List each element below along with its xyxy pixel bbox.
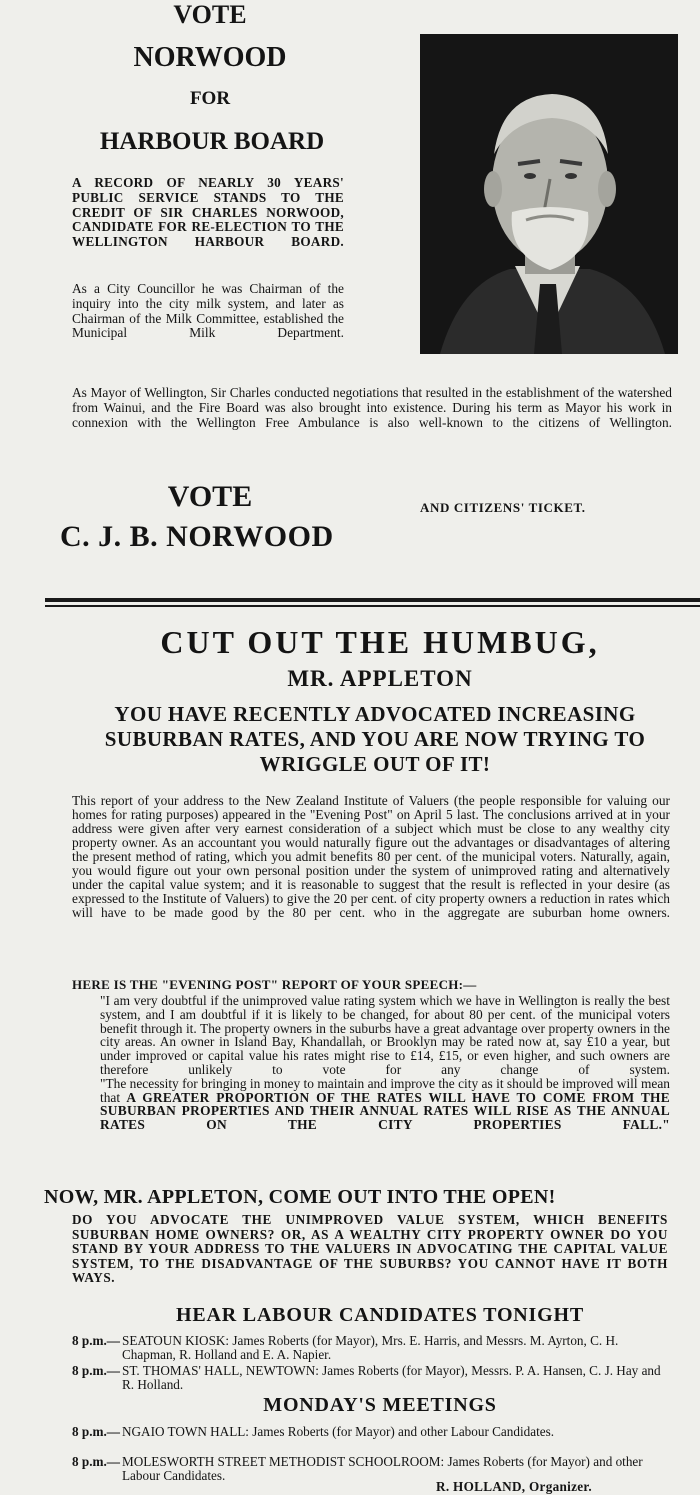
organizer-signature: R. HOLLAND, Organizer. <box>436 1479 592 1494</box>
meeting-entry <box>72 1334 672 1362</box>
advocate-question: DO YOU ADVOCATE THE UNIMPROVED VALUE SYSTEM, WHICH BENEFITS SUBURBAN HOME OWNERS? OR, AS A WEALTHY CITY PROPERTY OWNER DO YOU STAND BY YOUR ADDRESS TO THE VALUERS IN ADVOCATING THE CAPITAL VALUE SYSTEM, TO THE DISADVANTAGE OF THE SUBURBS? YOU CANNOT HAVE IT BOTH WAYS. <box>72 1212 668 1285</box>
quote-paragraph-2 <box>100 1077 670 1132</box>
meeting-details: MOLESWORTH STREET METHODIST SCHOOLROOM: James Roberts (for Mayor) and other Labour Candidates. <box>122 1454 643 1483</box>
quote-paragraph-1: "I am very doubtful if the unimproved value rating system which we have in Wellington is really the best system, and I am doubtful if it is likely to be changed, for about 80 per cent. of the municipal voters benefit through it. The property owners in the suburbs have a great advantage over property owners in the city areas. An owner in Island Bay, Khandallah, or Brooklyn may be rated now at, say £10 a year, but under improved or capital value his rates might rise to £14, £15, or even higher, and such owners are therefore unlikely to vote for any change of system. <box>100 993 670 1077</box>
speech-quote <box>100 994 670 1132</box>
candidate-name: C. J. B. NORWOOD <box>60 520 334 553</box>
councillor-paragraph: As a City Councillor he was Chairman of the inquiry into the city milk system, and later as Chairman of the Milk Committee, established the Municipal Milk Department. <box>72 281 344 341</box>
meeting-details: ST. THOMAS' HALL, NEWTOWN: James Roberts (for Mayor), Messrs. P. A. Hansen, C. J. Hay and R. Holland. <box>122 1363 661 1392</box>
for-heading: FOR <box>189 88 231 109</box>
harbour-board-heading: HARBOUR BOARD <box>99 128 325 155</box>
appleton-subhead: MR. APPLETON <box>287 666 473 691</box>
meeting-time: 8 p.m.— <box>72 1333 120 1348</box>
quote-emphasis: A GREATER PROPORTION OF THE RATES WILL HAVE TO COME FROM THE SUBURBAN PROPERTIES AND THEIR ANNUAL RATES WILL RISE AS THE ANNUAL RATES ON THE CITY PROPERTIES FALL." <box>100 1089 670 1133</box>
quote-paragraph-2-start: "The necessity for bringing in money to maintain and improve the city as it should be improved will mean that <box>100 1075 670 1105</box>
meeting-time: 8 p.m.— <box>72 1424 120 1439</box>
citizens-ticket: AND CITIZENS' TICKET. <box>420 500 586 515</box>
mayor-paragraph: As Mayor of Wellington, Sir Charles conducted negotiations that resulted in the establishment of the watershed from Wainui, and the Fire Board was also brought into existence. During his term as Mayor his work in connexion with the Wellington Free Ambulance is also well-known to the citizens of Wellington. <box>72 385 672 430</box>
humbug-headline: CUT OUT THE HUMBUG, <box>160 624 600 660</box>
meeting-time: 8 p.m.— <box>72 1454 120 1469</box>
norwood-heading: NORWOOD <box>133 42 287 73</box>
meeting-time: 8 p.m.— <box>72 1363 120 1378</box>
meeting-details: SEATOUN KIOSK: James Roberts (for Mayor), Mrs. E. Harris, and Messrs. M. Ayrton, C. H. Chapman, R. Holland and E. A. Napier. <box>122 1333 619 1362</box>
report-paragraph: This report of your address to the New Zealand Institute of Valuers (the people responsible for valuing our homes for rating purposes) appeared in the "Evening Post" on April 5 last. The conclusions arrived at in your address were given after very earnest consideration of a subject which must be close to any wealthy city property owner. As an accountant you would naturally figure out the advantages or disadvantages of altering the present method of rating, which you admit benefits 80 per cent. of the municipal voters. Naturally, again, you would figure out your own personal position under the system of unimproved rating and alternatively under the capital value system; and it is reasonable to suggest that the result is reflected in your desire (as expressed to the Institute of Valuers) to give the 20 per cent. of city property owners a reduction in rates which will have to be made good by the 80 per cent. who in the aggregate are suburban home owners. <box>72 793 670 920</box>
evening-post-heading: HERE IS THE "EVENING POST" REPORT OF YOUR SPEECH:— <box>72 977 477 992</box>
portrait-photo <box>420 34 678 354</box>
hear-candidates-heading: HEAR LABOUR CANDIDATES TONIGHT <box>176 1304 584 1326</box>
meeting-entry <box>72 1364 672 1392</box>
vote-heading-top: VOTE <box>173 0 247 29</box>
divider-rule-thin <box>45 605 700 607</box>
meeting-entry <box>72 1425 672 1439</box>
portrait-illustration <box>420 34 678 354</box>
meeting-details: NGAIO TOWN HALL: James Roberts (for Mayor) and other Labour Candidates. <box>122 1424 555 1439</box>
divider-rule-thick <box>45 598 700 602</box>
advocated-headline: YOU HAVE RECENTLY ADVOCATED INCREASING SUBURBAN RATES, AND YOU ARE NOW TRYING TO WRIGGLE OUT OF IT! <box>104 702 646 776</box>
vote-heading-bottom: VOTE <box>167 480 253 513</box>
mondays-meetings-heading: MONDAY'S MEETINGS <box>263 1394 497 1416</box>
record-paragraph: A RECORD OF NEARLY 30 YEARS' PUBLIC SERVICE STANDS TO THE CREDIT OF SIR CHARLES NORWOOD, CANDIDATE FOR RE-ELECTION TO THE WELLINGTON HARBOUR BOARD. <box>72 175 344 250</box>
come-out-headline: NOW, MR. APPLETON, COME OUT INTO THE OPEN! <box>44 1186 556 1208</box>
